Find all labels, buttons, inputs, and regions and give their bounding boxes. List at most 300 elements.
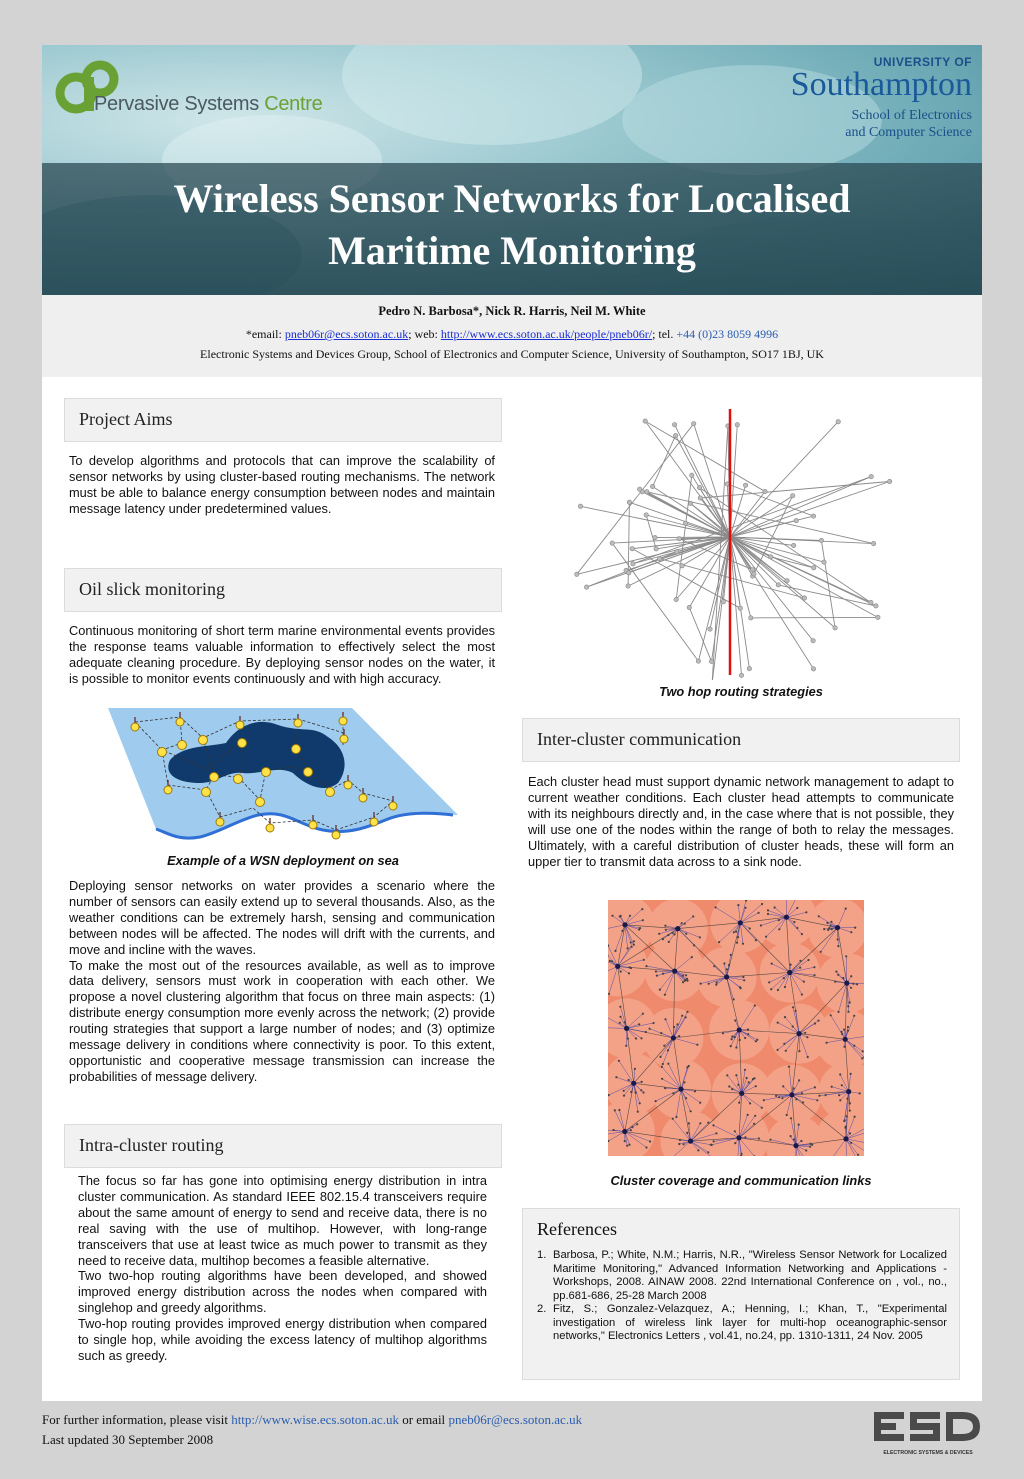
member-node xyxy=(777,1049,779,1051)
cluster-head-node xyxy=(622,1129,627,1134)
sensor-node xyxy=(833,626,837,630)
member-node xyxy=(775,1095,777,1097)
member-node xyxy=(738,1102,740,1104)
cluster-head-node xyxy=(789,1092,794,1097)
member-node xyxy=(691,956,693,958)
member-node xyxy=(793,1138,795,1140)
member-node xyxy=(847,1005,849,1007)
intra-paragraph-3: Two-hop routing provides improved energy distribution when compared to single hop, while avoiding the excess latency of multihop algorithms such as greedy. xyxy=(78,1316,487,1363)
member-node xyxy=(684,979,686,981)
section-heading-inter-cluster: Inter-cluster communication xyxy=(522,718,960,762)
member-node xyxy=(830,921,832,923)
university-of-label: UNIVERSITY OF xyxy=(873,55,972,69)
member-node xyxy=(630,941,632,943)
sensor-node xyxy=(735,423,739,427)
member-node xyxy=(846,1098,848,1100)
sensor-node xyxy=(672,423,676,427)
member-node xyxy=(835,971,837,973)
member-node xyxy=(798,1050,800,1052)
member-node xyxy=(655,1100,657,1102)
section-heading-project-aims: Project Aims xyxy=(64,398,502,442)
member-node xyxy=(806,1036,808,1038)
member-node xyxy=(700,983,702,985)
sensor-node xyxy=(791,543,795,547)
member-node xyxy=(844,1127,846,1129)
sensor-node xyxy=(644,513,648,517)
member-node xyxy=(799,960,801,962)
member-node xyxy=(642,1013,644,1015)
member-node xyxy=(763,1099,765,1101)
member-node xyxy=(756,1039,758,1041)
sensor-node xyxy=(749,616,753,620)
member-node xyxy=(707,1122,709,1124)
member-node xyxy=(699,936,701,938)
deployment-paragraph-1: Deploying sensor networks on water provides a scenario where the number of sensors can easily extend up to several thousands. Also, as the weather conditions can be extremely harsh, sensing and communication between nodes will be affected. The nodes will drift with the currents, and move and incline with the waves. xyxy=(69,878,495,957)
member-node xyxy=(728,964,730,966)
member-node xyxy=(778,919,780,921)
member-node xyxy=(731,1036,733,1038)
sensor-node xyxy=(696,659,700,663)
member-node xyxy=(802,1101,804,1103)
university-name: Southampton xyxy=(790,66,972,103)
member-node xyxy=(683,1081,685,1083)
member-node xyxy=(823,928,825,930)
route-link xyxy=(730,496,793,537)
member-node xyxy=(681,922,683,924)
psc-logo-icon xyxy=(52,57,322,127)
member-node xyxy=(744,907,746,909)
member-node xyxy=(629,915,631,917)
member-node xyxy=(783,1043,785,1045)
sensor-node xyxy=(626,584,630,588)
route-link xyxy=(653,436,676,487)
sensor-node xyxy=(822,560,826,564)
member-node xyxy=(803,981,805,983)
wsn-deployment-caption: Example of a WSN deployment on sea xyxy=(167,853,399,868)
intra-paragraph-1: The focus so far has gone into optimising energy distribution in intra cluster communication. As standard IEEE 802.15.4 transceivers require about the same amount of energy to send and receive data, there is no real saving with the use of multihop. However, with long-range transceivers that use at least twice as much power to transmit as they need to receive data, multihop becomes a feasible alternative. xyxy=(78,1173,487,1268)
member-node xyxy=(671,932,673,934)
member-node xyxy=(685,1016,687,1018)
member-node xyxy=(761,1107,763,1109)
member-node xyxy=(630,1129,632,1131)
member-node xyxy=(681,1015,683,1017)
member-node xyxy=(611,915,613,917)
member-node xyxy=(682,975,684,977)
member-node xyxy=(742,976,744,978)
sensor-node xyxy=(750,568,754,572)
section-heading-intra-cluster: Intra-cluster routing xyxy=(64,1124,502,1168)
member-node xyxy=(778,928,780,930)
member-node xyxy=(638,1023,640,1025)
member-node xyxy=(665,929,667,931)
member-node xyxy=(620,915,622,917)
member-node xyxy=(673,1026,675,1028)
cluster-head-node xyxy=(739,1091,744,1096)
member-node xyxy=(754,1005,756,1007)
member-node xyxy=(621,930,623,932)
sensor-node xyxy=(627,571,631,575)
member-node xyxy=(659,989,661,991)
member-node xyxy=(793,921,795,923)
reference-item: 1. Barbosa, P.; White, N.M.; Harris, N.R., "Wireless Sensor Network for Localized Maritime Monitoring," Advanced Information Networking and Applications - Workshops, 2008. AINAW 2008. 22nd International Conference on , vol., no., pp.681-686, 25-28 March 2008 xyxy=(537,1249,947,1302)
member-node xyxy=(686,1066,688,1068)
web-link[interactable]: http://www.ecs.soton.ac.uk/people/pneb06r/ xyxy=(440,327,653,341)
sensor-node xyxy=(630,547,634,551)
member-node xyxy=(662,938,664,940)
member-node xyxy=(685,933,687,935)
sensor-node xyxy=(578,504,582,508)
sensor-node xyxy=(575,572,579,576)
member-node xyxy=(737,1084,739,1086)
member-node xyxy=(790,1117,792,1119)
member-node xyxy=(690,1110,692,1112)
member-node xyxy=(850,1142,852,1144)
footer xyxy=(42,1410,582,1450)
member-node xyxy=(749,927,751,929)
member-node xyxy=(734,1142,736,1144)
cluster-head-node xyxy=(672,969,677,974)
member-node xyxy=(641,1081,643,1083)
member-node xyxy=(683,1143,685,1145)
member-node xyxy=(676,1023,678,1025)
member-node xyxy=(746,1077,748,1079)
member-node xyxy=(862,1050,864,1052)
psc-logo-text: Pervasive Systems Centre xyxy=(94,93,323,115)
cluster-head-node xyxy=(843,1136,848,1141)
member-node xyxy=(712,1124,714,1126)
member-node xyxy=(744,1069,746,1071)
member-node xyxy=(659,1056,661,1058)
member-node xyxy=(730,1045,732,1047)
member-node xyxy=(849,1132,851,1134)
member-node xyxy=(843,1029,845,1031)
member-node xyxy=(623,1095,625,1097)
member-node xyxy=(847,1011,849,1013)
sensor-node xyxy=(819,538,823,542)
cluster-head-node xyxy=(737,1027,742,1032)
member-node xyxy=(696,1044,698,1046)
member-node xyxy=(711,1144,713,1146)
member-node xyxy=(734,1019,736,1021)
member-node xyxy=(628,966,630,968)
member-node xyxy=(733,998,735,1000)
sensor-node xyxy=(680,564,684,568)
member-node xyxy=(627,1038,629,1040)
member-node xyxy=(841,1084,843,1086)
esd-logo-icon xyxy=(872,1408,984,1460)
member-node xyxy=(652,1022,654,1024)
cluster-head-node xyxy=(843,1037,848,1042)
cluster-head-node xyxy=(835,925,840,930)
member-node xyxy=(737,936,739,938)
deployment-text xyxy=(69,878,495,1085)
member-node xyxy=(747,1114,749,1116)
member-node xyxy=(778,1096,780,1098)
member-node xyxy=(828,927,830,929)
cluster-head-node xyxy=(631,1081,636,1086)
member-node xyxy=(631,1126,633,1128)
two-hop-routing-figure xyxy=(562,405,902,680)
email-link[interactable]: pneb06r@ecs.soton.ac.uk xyxy=(284,327,409,341)
member-node xyxy=(664,994,666,996)
member-node xyxy=(615,1076,617,1078)
member-node xyxy=(796,927,798,929)
member-node xyxy=(847,1026,849,1028)
sensor-node xyxy=(645,490,649,494)
member-node xyxy=(664,925,666,927)
member-node xyxy=(736,942,738,944)
member-node xyxy=(846,1115,848,1117)
oil-slick-text: Continuous monitoring of short term marine environmental events provides the response teams valuable information to effectively select the most adequate cleaning procedure. By deploying sensor nodes on the water, it is possible to monitor events continuously and with high accuracy. xyxy=(69,623,495,686)
member-node xyxy=(735,931,737,933)
member-node xyxy=(852,983,854,985)
member-node xyxy=(699,1122,701,1124)
member-node xyxy=(620,971,622,973)
member-node xyxy=(734,1130,736,1132)
member-node xyxy=(813,974,815,976)
member-node xyxy=(663,1045,665,1047)
member-node xyxy=(784,1016,786,1018)
member-node xyxy=(769,1139,771,1141)
sensor-node xyxy=(650,484,654,488)
member-node xyxy=(656,975,658,977)
member-node xyxy=(623,1090,625,1092)
member-node xyxy=(807,1056,809,1058)
route-link xyxy=(778,585,876,606)
member-node xyxy=(684,923,686,925)
member-node xyxy=(857,1154,859,1156)
member-node xyxy=(861,1057,863,1059)
poster-title: Wireless Sensor Networks for Localised Maritime Monitoring xyxy=(173,176,851,273)
cluster-head-node xyxy=(797,1031,802,1036)
references-box xyxy=(522,1208,960,1380)
member-node xyxy=(826,922,828,924)
member-node xyxy=(641,908,643,910)
sensor-node xyxy=(769,555,773,559)
member-node xyxy=(796,907,798,909)
member-node xyxy=(612,1129,614,1131)
member-node xyxy=(834,981,836,983)
sensor-node xyxy=(692,422,696,426)
cluster-head-node xyxy=(736,1135,741,1140)
route-link xyxy=(645,421,730,537)
member-node xyxy=(685,974,687,976)
member-node xyxy=(785,1050,787,1052)
member-node xyxy=(619,1016,621,1018)
member-node xyxy=(635,1092,637,1094)
member-node xyxy=(818,1095,820,1097)
member-node xyxy=(838,1094,840,1096)
sensor-node xyxy=(631,562,635,566)
member-node xyxy=(814,1086,816,1088)
member-node xyxy=(639,927,641,929)
member-node xyxy=(801,1092,803,1094)
member-node xyxy=(637,1111,639,1113)
member-node xyxy=(749,1102,751,1104)
member-node xyxy=(843,1120,845,1122)
route-link xyxy=(645,421,765,491)
member-node xyxy=(758,1137,760,1139)
member-node xyxy=(645,1031,647,1033)
sensor-node xyxy=(690,473,694,477)
member-node xyxy=(781,1097,783,1099)
member-node xyxy=(854,927,856,929)
sensor-node xyxy=(698,496,702,500)
member-node xyxy=(809,1146,811,1148)
member-node xyxy=(792,1025,794,1027)
sensor-node xyxy=(876,615,880,619)
member-node xyxy=(667,1063,669,1065)
sensor-node xyxy=(739,673,743,677)
member-node xyxy=(649,1028,651,1030)
member-node xyxy=(716,981,718,983)
cluster-head-node xyxy=(671,1035,676,1040)
member-node xyxy=(731,1038,733,1040)
sensor-node xyxy=(869,600,873,604)
sensor-node xyxy=(802,596,806,600)
member-node xyxy=(625,1045,627,1047)
member-node xyxy=(839,1073,841,1075)
member-node xyxy=(755,1085,757,1087)
member-node xyxy=(827,929,829,931)
member-node xyxy=(784,986,786,988)
sensor-node xyxy=(610,541,614,545)
cluster-head-node xyxy=(787,970,792,975)
member-node xyxy=(662,973,664,975)
member-node xyxy=(624,1021,626,1023)
member-node xyxy=(770,988,772,990)
member-node xyxy=(708,983,710,985)
member-node xyxy=(849,1001,851,1003)
member-node xyxy=(850,1073,852,1075)
member-node xyxy=(733,931,735,933)
member-node xyxy=(841,1033,843,1035)
cluster-head-node xyxy=(622,922,627,927)
member-node xyxy=(633,944,635,946)
sensor-node xyxy=(673,433,677,437)
member-node xyxy=(747,1028,749,1030)
member-node xyxy=(839,1099,841,1101)
sensor-node xyxy=(871,541,875,545)
member-node xyxy=(831,928,833,930)
member-node xyxy=(798,1124,800,1126)
member-node xyxy=(679,1139,681,1141)
member-node xyxy=(694,1090,696,1092)
sensor-node xyxy=(811,639,815,643)
intra-cluster-text xyxy=(78,1173,487,1364)
member-node xyxy=(664,1018,666,1020)
route-link xyxy=(675,425,730,537)
member-node xyxy=(783,977,785,979)
cluster-head-node xyxy=(844,981,849,986)
member-node xyxy=(608,993,610,995)
member-node xyxy=(699,1102,701,1104)
sensor-node xyxy=(708,627,712,631)
sensor-node xyxy=(674,597,678,601)
cluster-head-node xyxy=(793,1143,798,1148)
cluster-coverage-caption: Cluster coverage and communication links xyxy=(610,1173,872,1188)
footer-website-link[interactable]: http://www.wise.ecs.soton.ac.uk xyxy=(231,1412,399,1427)
footer-email-link[interactable]: pneb06r@ecs.soton.ac.uk xyxy=(448,1412,583,1427)
deployment-paragraph-2: To make the most out of the resources available, as well as to improve data delivery, sensors must work in cooperation with each other. We propose a novel clustering algorithm that focus on three main aspects: (1) distribute energy consumption more evenly across the network; (2) provide routing strategies that support a large number of nodes; and (3) optimize message delivery in conditions where connectivity is poor. To this extent, opportunistic and cooperative message transmission can increase the probabilities of message delivery. xyxy=(69,957,495,1084)
member-node xyxy=(630,1091,632,1093)
member-node xyxy=(640,1089,642,1091)
member-node xyxy=(649,1140,651,1142)
member-node xyxy=(798,1079,800,1081)
member-node xyxy=(624,1140,626,1142)
member-node xyxy=(658,933,660,935)
cluster-head-node xyxy=(675,926,680,931)
sensor-node xyxy=(794,518,798,522)
member-node xyxy=(715,1132,717,1134)
member-node xyxy=(672,1118,674,1120)
sensor-node xyxy=(738,606,742,610)
member-node xyxy=(755,939,757,941)
member-node xyxy=(850,987,852,989)
sensor-node xyxy=(763,489,767,493)
member-node xyxy=(752,1078,754,1080)
route-link xyxy=(730,492,765,538)
member-node xyxy=(675,1116,677,1118)
member-node xyxy=(619,1022,621,1024)
member-node xyxy=(642,919,644,921)
member-node xyxy=(777,989,779,991)
member-node xyxy=(790,964,792,966)
sensor-node xyxy=(697,485,701,489)
member-node xyxy=(664,1087,666,1089)
member-node xyxy=(686,980,688,982)
member-node xyxy=(718,941,720,943)
member-node xyxy=(743,979,745,981)
route-link xyxy=(691,503,787,580)
member-node xyxy=(686,1132,688,1134)
member-node xyxy=(619,1006,621,1008)
sensor-node xyxy=(687,605,691,609)
member-node xyxy=(735,1046,737,1048)
member-node xyxy=(697,1149,699,1151)
member-node xyxy=(817,1020,819,1022)
member-node xyxy=(660,1032,662,1034)
member-node xyxy=(850,931,852,933)
member-node xyxy=(854,1116,856,1118)
member-node xyxy=(850,975,852,977)
sensor-node xyxy=(752,572,756,576)
member-node xyxy=(847,1030,849,1032)
contact-line: *email: pneb06r@ecs.soton.ac.uk; web: http://www.ecs.soton.ac.uk/people/pneb06r/; tel. +44 (0)23 8059 4996 xyxy=(245,327,779,341)
sensor-node xyxy=(785,579,789,583)
university-logo xyxy=(762,55,972,141)
member-node xyxy=(672,1092,674,1094)
sensor-node xyxy=(869,474,873,478)
member-node xyxy=(742,943,744,945)
references-list xyxy=(537,1249,947,1344)
member-node xyxy=(636,1123,638,1125)
reference-item: 2. Fitz, S.; Gonzalez-Velazquez, A.; Henning, I.; Khan, T., "Experimental investigation of wireless link layer for multi-hop oceanographic-sensor networks," Electronics Letters , vol.41, no.24, pp. 1310-1311, 24 Nov. 2005 xyxy=(537,1303,947,1342)
member-node xyxy=(707,1151,709,1153)
member-node xyxy=(801,993,803,995)
route-link xyxy=(730,422,838,537)
member-node xyxy=(639,1102,641,1104)
member-node xyxy=(609,960,611,962)
last-updated: Last updated 30 September 2008 xyxy=(42,1432,214,1447)
member-node xyxy=(614,1109,616,1111)
member-node xyxy=(853,1045,855,1047)
sensor-node xyxy=(675,550,679,554)
member-node xyxy=(730,954,732,956)
sensor-node xyxy=(791,494,795,498)
intra-paragraph-2: Two two-hop routing algorithms have been developed, and showed improved energy distribution across the nodes when compared with singlehop and greedy algorithms. xyxy=(78,1268,487,1316)
sensor-node xyxy=(584,585,588,589)
